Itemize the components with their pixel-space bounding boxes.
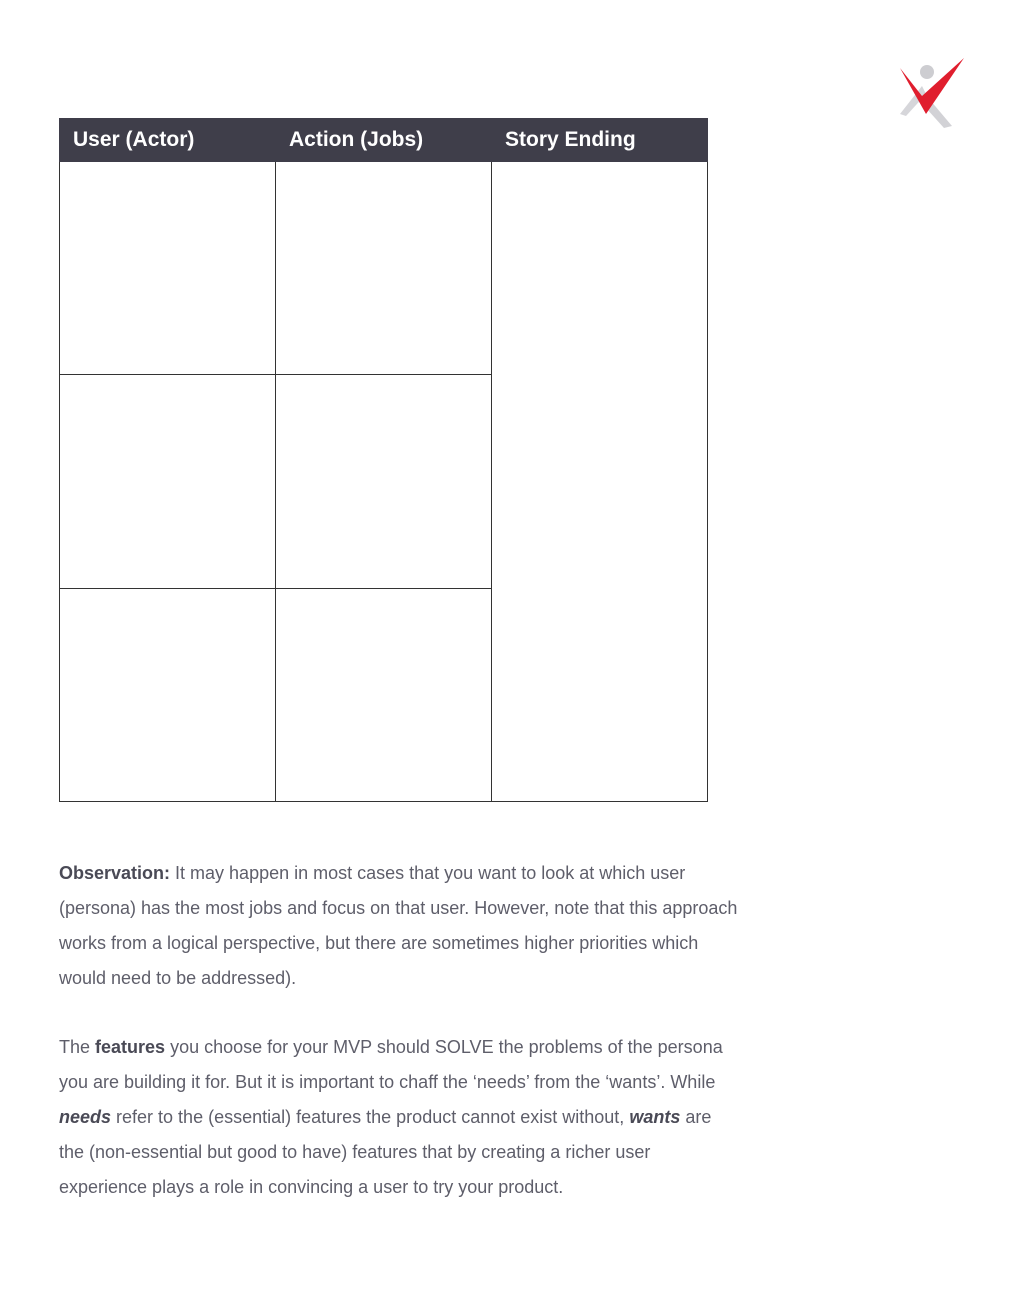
table-row	[60, 162, 708, 375]
header-action-jobs: Action (Jobs)	[276, 119, 492, 162]
features-text-4: are the (non-essential but good to have) features that by creating a richer user experience plays a role in convincing a user to try your product.	[59, 1107, 712, 1197]
user-cell	[60, 375, 276, 588]
features-text-3: refer to the (essential) features the product cannot exist without,	[111, 1107, 630, 1127]
action-cell	[276, 162, 492, 375]
observation-text: It may happen in most cases that you want to look at which user (persona) has the most jobs and focus on that user. However, note that this approach works from a logical perspective, but there are sometimes higher priorities which would need to be addressed).	[59, 863, 738, 988]
observation-paragraph	[59, 856, 739, 996]
features-text-1: The	[59, 1037, 96, 1057]
features-bold: features	[95, 1037, 166, 1057]
wants-bold-italic: wants	[629, 1107, 681, 1127]
action-cell	[276, 375, 492, 588]
checkmark-person-logo-icon	[896, 56, 968, 130]
needs-bold-italic: needs	[59, 1107, 112, 1127]
features-text-2: you choose for your MVP should SOLVE the problems of the persona you are building it for. But it is important to chaff the ‘needs’ from the ‘wants’. While	[59, 1037, 723, 1092]
table-header-row	[60, 119, 708, 162]
story-ending-cell	[492, 162, 708, 802]
action-cell	[276, 588, 492, 801]
user-cell	[60, 588, 276, 801]
features-paragraph	[59, 1030, 739, 1205]
user-story-table	[59, 118, 708, 802]
header-story-ending: Story Ending	[492, 119, 708, 162]
user-cell	[60, 162, 276, 375]
header-user-actor: User (Actor)	[60, 119, 276, 162]
observation-label: Observation:	[59, 863, 171, 883]
